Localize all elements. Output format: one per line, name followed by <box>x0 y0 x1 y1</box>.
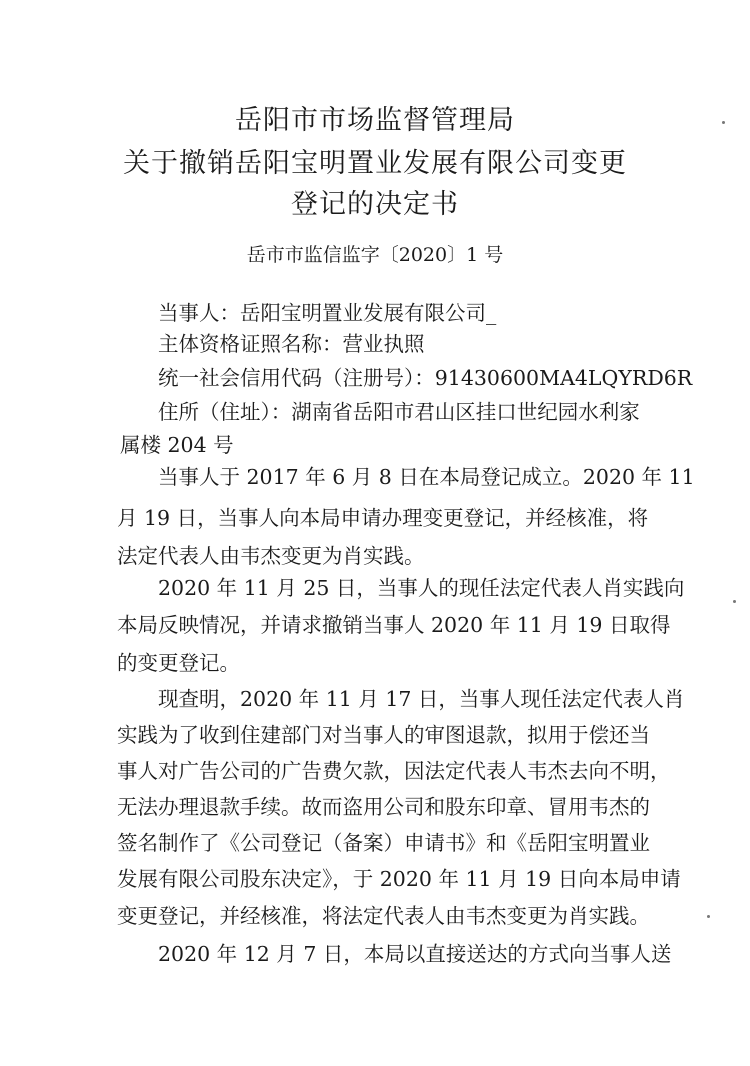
paragraph-3-line-3: 事人对广告公司的广告费欠款，因法定代表人韦杰去向不明， <box>117 759 671 783</box>
scan-speck <box>707 915 710 918</box>
address-line-1: 住所（住址）：湖南省岳阳市君山区挂口世纪园水利家 <box>158 400 640 424</box>
document-title-line-3: 登记的决定书 <box>291 189 459 220</box>
document-title-line-1: 岳阳市市场监督管理局 <box>235 105 515 136</box>
party-name-line: 当事人：岳阳宝明置业发展有限公司_ <box>158 301 497 325</box>
paragraph-2-line-2: 本局反映情况，并请求撤销当事人 2020 年 11 月 19 日取得 <box>117 613 671 637</box>
paragraph-3-line-7: 变更登记，并经核准，将法定代表人由韦杰变更为肖实践。 <box>117 904 650 928</box>
paragraph-1-line-3: 法定代表人由韦杰变更为肖实践。 <box>117 544 425 568</box>
paragraph-3-line-6: 发展有限公司股东决定》，于 2020 年 11 月 19 日向本局申请 <box>117 867 681 891</box>
document-title-line-2: 关于撤销岳阳宝明置业发展有限公司变更 <box>123 148 627 179</box>
paragraph-2-line-3: 的变更登记。 <box>117 651 240 675</box>
paragraph-2-line-1: 2020 年 11 月 25 日，当事人的现任法定代表人肖实践向 <box>158 576 685 600</box>
license-name-line: 主体资格证照名称：营业执照 <box>158 332 425 356</box>
scan-speck <box>722 121 725 124</box>
paragraph-3-line-5: 签名制作了《公司登记（备案）申请书》和《岳阳宝明置业 <box>117 831 650 855</box>
paragraph-3-line-2: 实践为了收到住建部门对当事人的审图退款，拟用于偿还当 <box>117 723 650 747</box>
paragraph-3-line-4: 无法办理退款手续。故而盗用公司和股东印章、冒用韦杰的 <box>117 795 650 819</box>
document-number: 岳市市监信监字〔2020〕1 号 <box>246 244 504 266</box>
scan-speck <box>733 600 736 603</box>
paragraph-3-line-1: 现查明，2020 年 11 月 17 日，当事人现任法定代表人肖 <box>158 687 685 711</box>
address-line-2: 属楼 204 号 <box>120 433 234 457</box>
paragraph-1-line-1: 当事人于 2017 年 6 月 8 日在本局登记成立。2020 年 11 <box>158 465 695 489</box>
paragraph-1-line-2: 月 19 日，当事人向本局申请办理变更登记，并经核准，将 <box>117 506 649 530</box>
paragraph-4-line-1: 2020 年 12 月 7 日，本局以直接送达的方式向当事人送 <box>158 942 672 966</box>
credit-code-line: 统一社会信用代码（注册号）：91430600MA4LQYRD6R <box>158 366 693 390</box>
